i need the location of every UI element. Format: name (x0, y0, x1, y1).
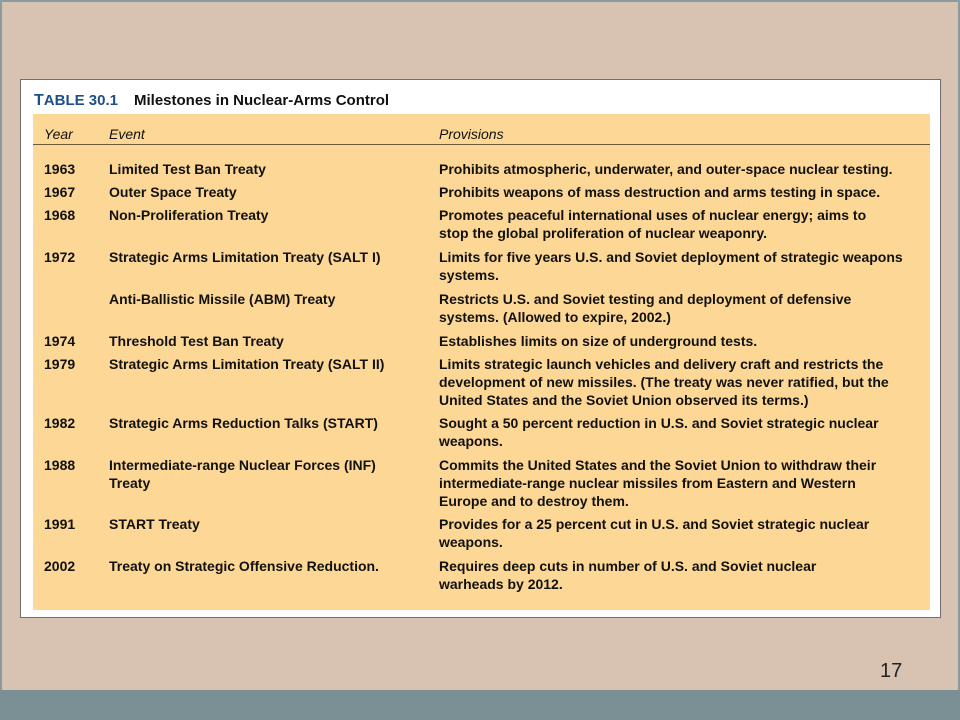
header-year: Year (44, 126, 73, 142)
row-year: 1979 (44, 356, 76, 372)
row-event: Intermediate-range Nuclear Forces (INF) Treaty (109, 457, 376, 491)
row-provisions: Limits strategic launch vehicles and delivery craft and restricts the development of new missiles. (The treaty was never ratified, but the United States and the Soviet Union observed its terms.) (439, 356, 889, 408)
header-event: Event (109, 126, 145, 142)
table-label: TABLE 30.1 (34, 92, 118, 109)
table-card (20, 79, 941, 618)
row-provisions: Sought a 50 percent reduction in U.S. and Soviet strategic nuclear weapons. (439, 415, 879, 449)
row-year: 1982 (44, 415, 76, 431)
row-year: 1968 (44, 207, 76, 223)
row-event: Strategic Arms Limitation Treaty (SALT I) (109, 249, 381, 265)
row-provisions: Prohibits weapons of mass destruction and arms testing in space. (439, 184, 881, 200)
row-event: Strategic Arms Reduction Talks (START) (109, 415, 378, 431)
row-event: Threshold Test Ban Treaty (109, 333, 284, 349)
header-provisions: Provisions (439, 126, 504, 142)
row-provisions: Requires deep cuts in number of U.S. and Soviet nuclear warheads by 2012. (439, 558, 817, 592)
row-event: Strategic Arms Limitation Treaty (SALT II) (109, 356, 385, 372)
row-event: Outer Space Treaty (109, 184, 237, 200)
row-provisions: Provides for a 25 percent cut in U.S. and Soviet strategic nuclear weapons. (439, 516, 870, 550)
row-provisions: Establishes limits on size of underground tests. (439, 333, 758, 349)
row-event: Treaty on Strategic Offensive Reduction. (109, 558, 379, 574)
row-event: START Treaty (109, 516, 200, 532)
row-year: 1972 (44, 249, 76, 265)
row-event: Non-Proliferation Treaty (109, 207, 269, 223)
table-body (33, 114, 930, 610)
table-header-row (33, 114, 930, 145)
row-event: Limited Test Ban Treaty (109, 161, 266, 177)
table-title: Milestones in Nuclear-Arms Control (133, 92, 390, 109)
row-provisions: Promotes peaceful international uses of nuclear energy; aims to stop the global proliferation of nuclear weaponry. (439, 207, 867, 241)
row-year: 2002 (44, 558, 76, 574)
page-number: 17 (880, 660, 903, 682)
row-provisions: Prohibits atmospheric, underwater, and outer-space nuclear testing. (439, 161, 893, 177)
row-year: 1991 (44, 516, 76, 532)
row-provisions: Restricts U.S. and Soviet testing and deployment of defensive systems. (Allowed to expire, 2002.) (439, 291, 852, 325)
table-caption (34, 92, 389, 112)
row-provisions: Limits for five years U.S. and Soviet deployment of strategic weapons systems. (439, 249, 903, 283)
row-year: 1988 (44, 457, 76, 473)
footer-bar (0, 690, 960, 720)
row-year: 1974 (44, 333, 76, 349)
row-provisions: Commits the United States and the Soviet Union to withdraw their intermediate-range nuclear missiles from Eastern and Western Europe and to destroy them. (439, 457, 877, 509)
row-year: 1963 (44, 161, 76, 177)
row-event: Anti-Ballistic Missile (ABM) Treaty (109, 291, 336, 307)
row-year: 1967 (44, 184, 76, 200)
